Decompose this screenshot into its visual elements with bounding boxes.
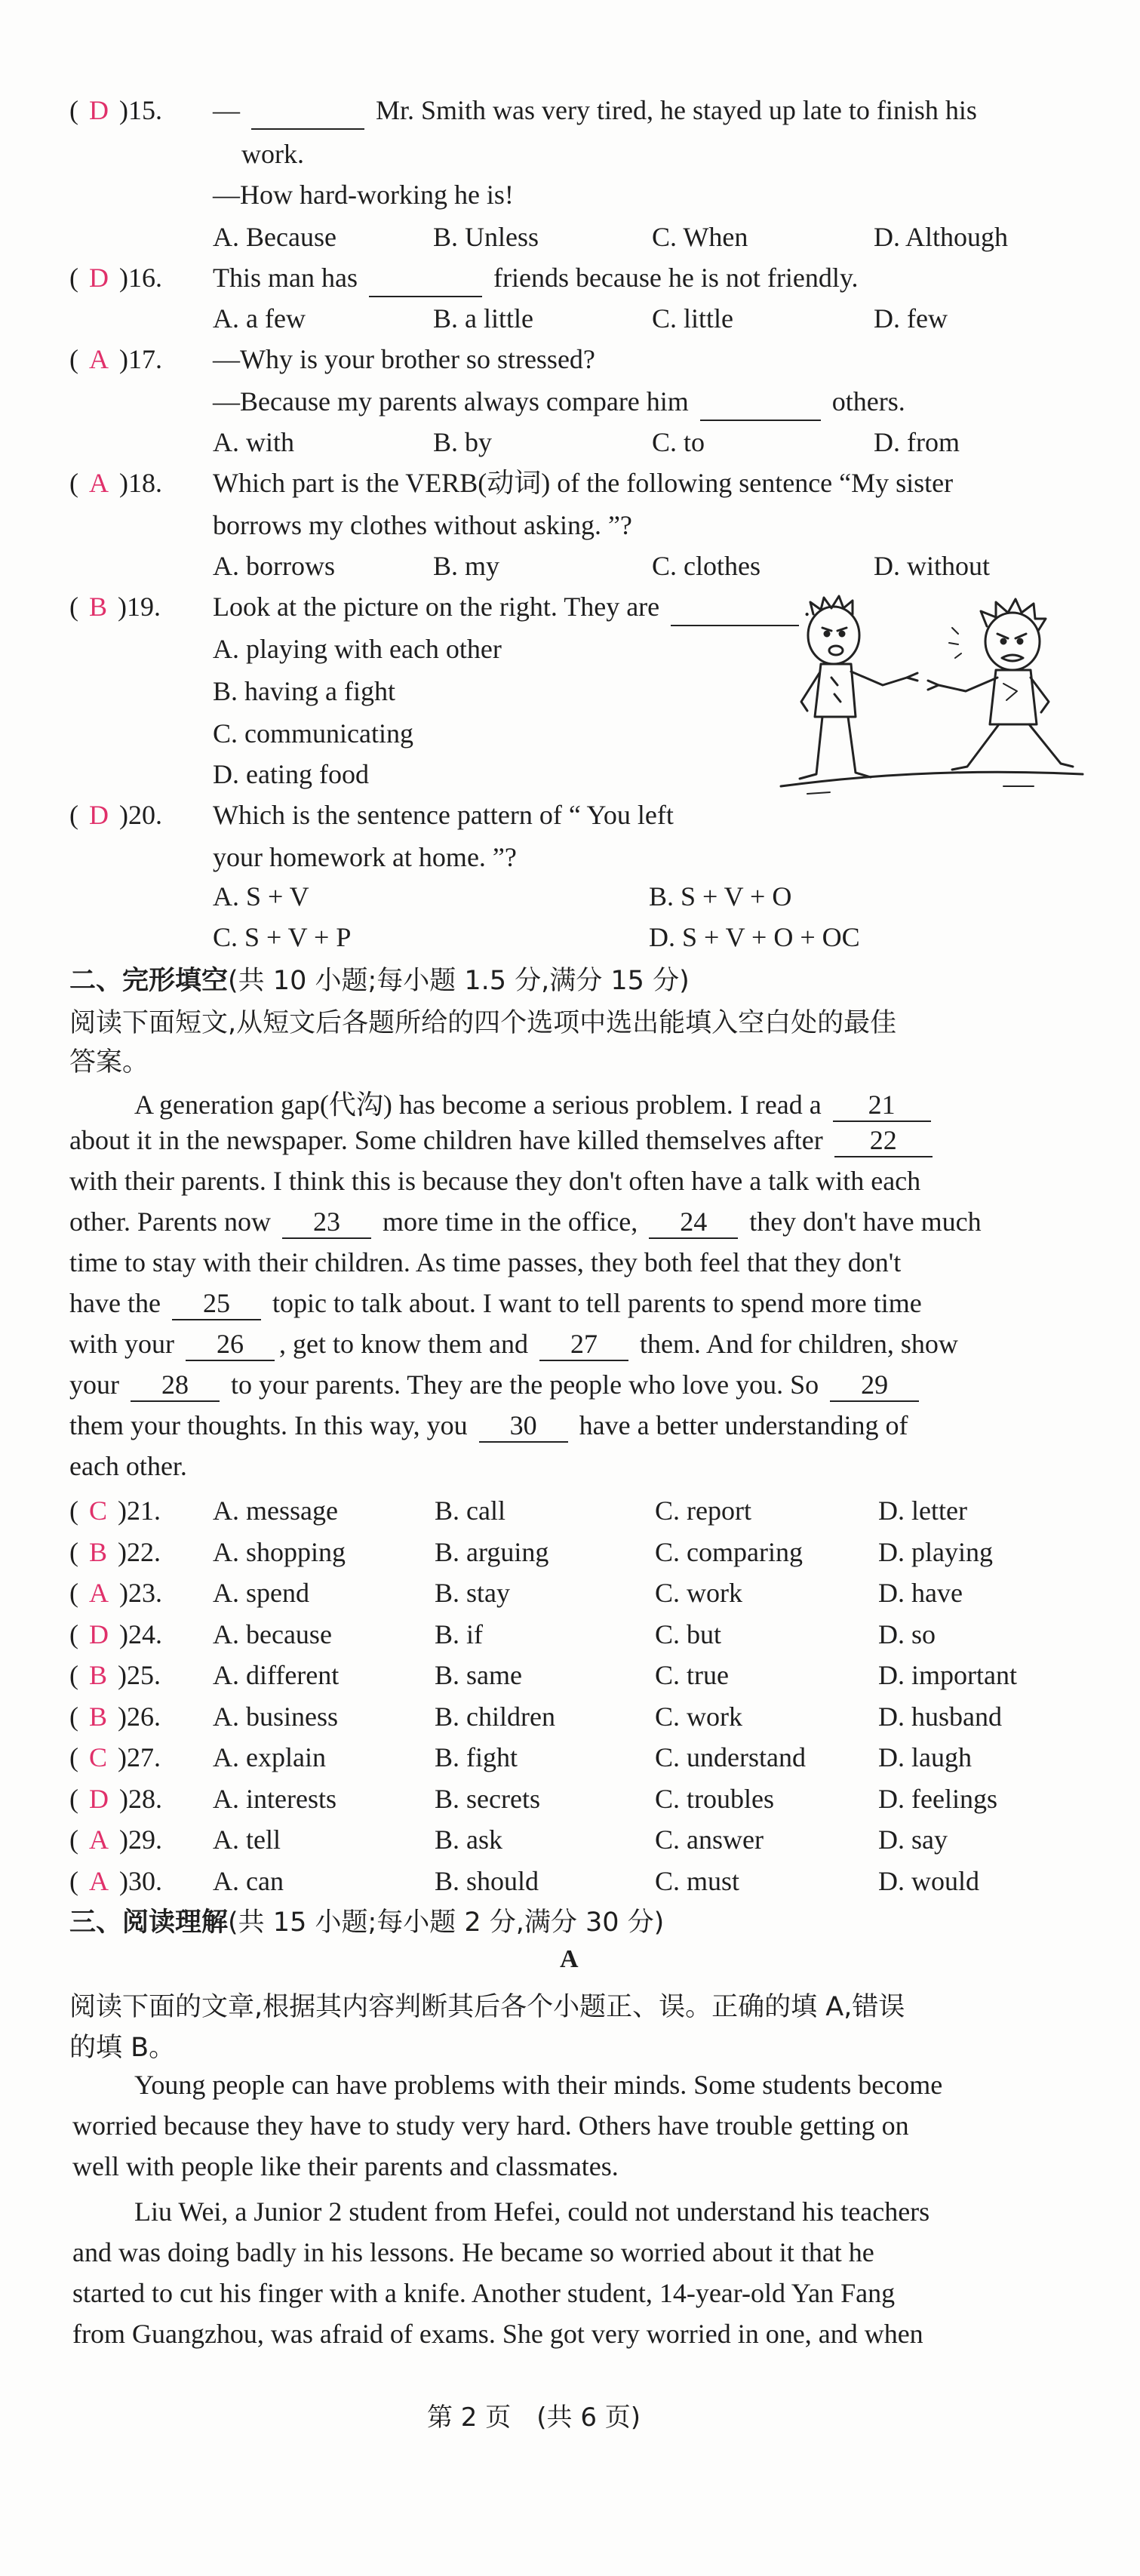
answer-22: B	[89, 1536, 108, 1567]
option: D. husband	[878, 1701, 1002, 1732]
answer-16: D	[89, 263, 109, 293]
option: C. comparing	[655, 1536, 803, 1567]
cloze-question-25: ( B )25.	[69, 1660, 161, 1690]
option: C. troubles	[655, 1783, 774, 1814]
cloze-question-28: ( D )28.	[69, 1783, 162, 1814]
question-17-reply: —Because my parents always compare him others.	[213, 383, 905, 421]
option: A. playing with each other	[213, 634, 502, 664]
option: B. my	[433, 551, 500, 581]
answer-15: D	[89, 95, 109, 125]
answer-24: D	[89, 1618, 109, 1649]
reading-line: started to cut his finger with a knife. Another student, 14-year-old Yan Fang	[72, 2278, 896, 2308]
option: D. eating food	[213, 759, 369, 789]
cloze-question-23: ( A )23.	[69, 1578, 162, 1608]
blank-30: 30	[479, 1409, 568, 1443]
option: D. without	[874, 551, 991, 581]
option: B. should	[435, 1865, 539, 1896]
option: A. business	[213, 1701, 339, 1732]
option: B. children	[435, 1701, 555, 1732]
question-number: 27.	[127, 1742, 161, 1772]
option: C. work	[655, 1578, 742, 1608]
part-label: A	[560, 1945, 579, 1973]
option: A. can	[213, 1865, 284, 1896]
question-number: 22.	[127, 1536, 161, 1567]
answer-23: A	[89, 1578, 109, 1608]
option: A. explain	[213, 1742, 326, 1772]
blank-23: 23	[282, 1206, 371, 1239]
option: D. S + V + O + OC	[649, 922, 860, 952]
option: B. Unless	[433, 222, 539, 252]
blank-27: 27	[539, 1328, 628, 1361]
option: A. different	[213, 1660, 340, 1690]
blank-29: 29	[830, 1369, 919, 1402]
question-number: 23.	[128, 1578, 162, 1608]
cloze-question-27: ( C )27.	[69, 1742, 161, 1772]
option: D. so	[878, 1618, 936, 1649]
option: A. spend	[213, 1578, 309, 1608]
passage-line: them your thoughts. In this way, you 30 have a better understanding of	[69, 1409, 908, 1443]
page-footer: 第 2 页 (共 6 页)	[427, 2402, 641, 2433]
option: D. playing	[878, 1536, 993, 1567]
blank	[369, 260, 482, 297]
option: D. letter	[878, 1495, 967, 1526]
section-2-instruction-cont: 答案。	[69, 1047, 149, 1077]
cloze-question-22: ( B )22.	[69, 1536, 161, 1567]
answer-20: D	[89, 800, 109, 830]
passage-line: have the 25 topic to talk about. I want to tell parents to spend more time	[69, 1287, 922, 1320]
option: A. borrows	[213, 551, 335, 581]
option: B. if	[435, 1618, 484, 1649]
option: D. Although	[874, 222, 1009, 252]
option: C. answer	[655, 1824, 764, 1855]
reading-line: Liu Wei, a Junior 2 student from Hefei, could not understand his teachers	[134, 2196, 930, 2227]
answer-18: A	[89, 468, 109, 498]
section-3-heading: 三、阅读理解(共 15 小题;每小题 2 分,满分 30 分)	[69, 1907, 665, 1938]
cloze-question-26: ( B )26.	[69, 1701, 161, 1732]
answer-17: A	[89, 344, 109, 374]
option: B. a little	[433, 303, 533, 334]
option: B. by	[433, 427, 493, 457]
option: B. arguing	[435, 1536, 549, 1567]
option: D. important	[878, 1660, 1017, 1690]
option: A. with	[213, 427, 294, 457]
passage-line: with their parents. I think this is because they don't often have a talk with each	[69, 1166, 921, 1196]
blank-24: 24	[649, 1206, 738, 1239]
option: B. secrets	[435, 1783, 540, 1814]
option: C. must	[655, 1865, 740, 1896]
cloze-question-24: ( D )24.	[69, 1618, 162, 1649]
option: D. say	[878, 1824, 948, 1855]
option: C. report	[655, 1495, 751, 1526]
passage-line: each other.	[69, 1451, 187, 1481]
section-2-instruction: 阅读下面短文,从短文后各题所给的四个选项中选出能填入空白处的最佳	[69, 1008, 897, 1038]
question-19-stem: Look at the picture on the right. They are .	[213, 589, 810, 626]
option: B. call	[435, 1495, 505, 1526]
question-number: 15.	[128, 95, 162, 125]
option: A. S + V	[213, 881, 309, 911]
passage-line: time to stay with their children. As time passes, they both feel that they don't	[69, 1247, 902, 1277]
option: A. Because	[213, 222, 336, 252]
question-number: 28.	[128, 1783, 162, 1814]
question-20: ( D )20.	[69, 800, 162, 830]
question-17: ( A )17.	[69, 344, 162, 374]
question-19: ( B )19.	[69, 592, 161, 622]
passage-line: other. Parents now 23 more time in the office, 24 they don't have much	[69, 1206, 982, 1239]
question-number: 29.	[128, 1824, 162, 1855]
option: C. little	[652, 303, 733, 334]
passage-line: A generation gap(代沟) has become a serious problem. I read a 21	[134, 1084, 936, 1122]
option: B. fight	[435, 1742, 518, 1772]
option: A. tell	[213, 1824, 281, 1855]
option: C. clothes	[652, 551, 761, 581]
option: D. feelings	[878, 1783, 997, 1814]
option: C. work	[655, 1701, 742, 1732]
question-18-stem-cont: borrows my clothes without asking. ”?	[213, 510, 632, 540]
answer-29: A	[89, 1824, 109, 1855]
option: A. a few	[213, 303, 306, 334]
passage-line: about it in the newspaper. Some children have killed themselves after 22	[69, 1124, 937, 1157]
option: D. would	[878, 1865, 979, 1896]
question-15: ( D )15.	[69, 95, 162, 125]
cloze-question-21: ( C )21.	[69, 1495, 161, 1526]
answer-21: C	[89, 1495, 108, 1526]
reading-line: from Guangzhou, was afraid of exams. She got very worried in one, and when	[72, 2319, 923, 2349]
option: A. shopping	[213, 1536, 346, 1567]
blank-28: 28	[131, 1369, 220, 1402]
blank-21: 21	[833, 1089, 931, 1122]
question-number: 21.	[127, 1495, 161, 1526]
question-17-stem: —Why is your brother so stressed?	[213, 344, 595, 374]
option: C. but	[655, 1618, 722, 1649]
blank	[251, 92, 364, 130]
arguing-boys-illustration	[777, 589, 1086, 807]
answer-26: B	[89, 1701, 108, 1732]
question-15-reply: —How hard-working he is!	[213, 180, 514, 210]
question-20-stem-cont: your homework at home. ”?	[213, 842, 517, 872]
answer-19: B	[89, 592, 108, 622]
reading-line: Young people can have problems with their minds. Some students become	[134, 2070, 943, 2100]
answer-27: C	[89, 1742, 108, 1772]
blank-22: 22	[834, 1124, 933, 1157]
question-number: 30.	[128, 1865, 162, 1896]
question-18-stem: Which part is the VERB(动词) of the following sentence “My sister	[213, 468, 954, 498]
question-18: ( A )18.	[69, 468, 162, 498]
option: C. understand	[655, 1742, 806, 1772]
reading-line: and was doing badly in his lessons. He became so worried about it that he	[72, 2237, 874, 2267]
option: B. having a fight	[213, 676, 395, 706]
reading-line: worried because they have to study very hard. Others have trouble getting on	[72, 2110, 909, 2141]
question-number: 26.	[127, 1701, 161, 1732]
option: C. When	[652, 222, 748, 252]
option: B. ask	[435, 1824, 502, 1855]
reading-line: well with people like their parents and classmates.	[72, 2151, 619, 2181]
option: C. to	[652, 427, 705, 457]
option: C. true	[655, 1660, 729, 1690]
answer-30: A	[89, 1865, 109, 1896]
option: C. S + V + P	[213, 922, 352, 952]
question-20-stem: Which is the sentence pattern of “ You left	[213, 800, 674, 830]
section-3-instruction-cont: 的填 B。	[69, 2033, 176, 2063]
blank-25: 25	[172, 1287, 261, 1320]
option: A. interests	[213, 1783, 336, 1814]
option: B. same	[435, 1660, 522, 1690]
passage-line: your 28 to your parents. They are the people who love you. So 29	[69, 1369, 923, 1402]
question-16-stem: This man has friends because he is not friendly.	[213, 260, 859, 297]
cloze-question-29: ( A )29.	[69, 1824, 162, 1855]
option: A. message	[213, 1495, 338, 1526]
cloze-question-30: ( A )30.	[69, 1865, 162, 1896]
answer-25: B	[89, 1660, 108, 1690]
option: C. communicating	[213, 718, 413, 749]
option: A. because	[213, 1618, 332, 1649]
option: D. laugh	[878, 1742, 972, 1772]
section-3-instruction: 阅读下面的文章,根据其内容判断其后各个小题正、误。正确的填 A,错误	[69, 1992, 905, 2022]
question-number: 24.	[128, 1618, 162, 1649]
question-15-stem: — Mr. Smith was very tired, he stayed up late to finish his	[213, 92, 977, 130]
option: D. from	[874, 427, 960, 457]
option: B. S + V + O	[649, 881, 792, 911]
section-2-heading: 二、完形填空(共 10 小题;每小题 1.5 分,满分 15 分)	[69, 966, 690, 996]
question-15-stem-cont: work.	[241, 139, 304, 169]
option: B. stay	[435, 1578, 511, 1608]
question-number: 25.	[127, 1660, 161, 1690]
question-16: ( D )16.	[69, 263, 162, 293]
answer-28: D	[89, 1783, 109, 1814]
blank-26: 26	[186, 1328, 275, 1361]
option: D. few	[874, 303, 948, 334]
blank	[700, 383, 821, 421]
option: D. have	[878, 1578, 963, 1608]
passage-line: with your 26 , get to know them and 27 them. And for children, show	[69, 1328, 958, 1361]
